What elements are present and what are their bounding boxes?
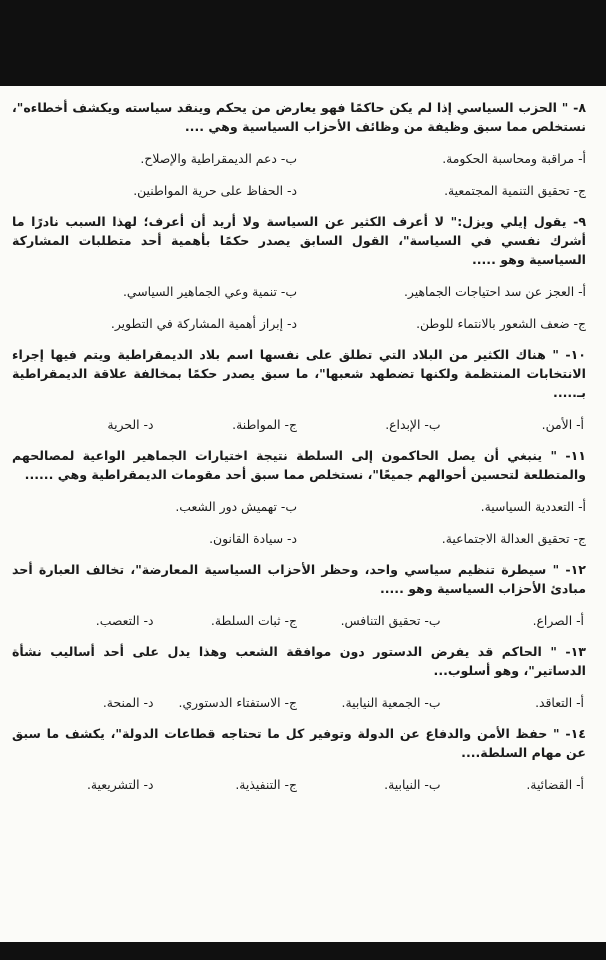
option-d: د- التعصب. — [95, 613, 154, 628]
question-11-options — [12, 498, 586, 548]
question-14-options — [12, 776, 586, 794]
question-8: ٨- " الحزب السياسي إذا لم يكن حاكمًا فهو يعارض من يحكم وينقد سياسته ويكشف أخطاءه"، نستخلص مما سبق وظيفة من وظائف الأحزاب السياسية وهي .... — [12, 100, 586, 134]
top-dark-border — [0, 0, 606, 86]
option-b: ب- دعم الديمقراطية والإصلاح. — [140, 151, 297, 166]
question-12-options — [12, 612, 586, 630]
option-b: ب- النيابية. — [384, 777, 441, 792]
option-d: د- سيادة القانون. — [209, 531, 297, 546]
option-c: ج- تحقيق التنمية المجتمعية. — [444, 183, 586, 198]
option-b: ب- تحقيق التنافس. — [340, 613, 441, 628]
question-13-options — [12, 694, 586, 712]
option-b: ب- تهميش دور الشعب. — [175, 499, 297, 514]
option-c: ج- المواطنة. — [232, 417, 297, 432]
option-d: د- المنحة. — [102, 695, 154, 710]
option-a: أ- العجز عن سد احتياجات الجماهير. — [403, 284, 586, 299]
question-13: ١٣- " الحاكم قد يفرض الدستور دون موافقة الشعب وهذا يدل على أحد أساليب نشأة الدساتير"، وهو أسلوب... — [12, 644, 586, 678]
question-11: ١١- " ينبغي أن يصل الحاكمون إلى السلطة نتيجة اختيارات الجماهير الواعية لمصالحهم والمتطلعة لتحسين أحوالهم جميعًا"، نستخلص مما سبق أحد مقومات الديمقراطية وهي ...... — [12, 448, 586, 482]
option-b: ب- تنمية وعي الجماهير السياسي. — [122, 284, 297, 299]
question-10: ١٠- " هناك الكثير من البلاد التي تطلق على نفسها اسم بلاد الديمقراطية ويتم فيها إجراء الانتخابات المنتظمة ولكنها تضطهد شعبها"، ما سبق يصدر حكمًا بمخالفة علاقة الديمقراطية بـ..... — [12, 347, 586, 400]
option-c: ج- التنفيذية. — [235, 777, 297, 792]
option-d: د- التشريعية. — [86, 777, 154, 792]
option-a: أ- التعددية السياسية. — [480, 499, 586, 514]
option-b: ب- الإبداع. — [385, 417, 441, 432]
option-a: أ- القضائية. — [526, 777, 584, 792]
option-c: ج- تحقيق العدالة الاجتماعية. — [441, 531, 586, 546]
question-9-options — [12, 283, 586, 333]
option-a: أ- التعاقد. — [535, 695, 584, 710]
option-c: ج- ثبات السلطة. — [210, 613, 297, 628]
option-a: أ- الصراع. — [532, 613, 584, 628]
question-8-options — [12, 150, 586, 200]
option-a: أ- مراقبة ومحاسبة الحكومة. — [442, 151, 586, 166]
question-9: ٩- يقول إيلي ويزل:" لا أعرف الكثير عن السياسة ولا أريد أن أعرف؛ لهذا السبب نادرًا ما أشرك نفسي في السياسة"، القول السابق يصدر حكمًا بأهمية أحد متطلبات المشاركة السياسية وهو ..... — [12, 214, 586, 267]
option-c: ج- ضعف الشعور بالانتماء للوطن. — [416, 316, 586, 331]
question-10-options — [12, 416, 586, 434]
option-d: د- إبراز أهمية المشاركة في التطوير. — [110, 316, 297, 331]
option-d: د- الحرية — [107, 417, 154, 432]
question-12: ١٢- " سيطرة تنظيم سياسي واحد، وحظر الأحزاب السياسية المعارضة"، تخالف العبارة أحد مبادئ الأحزاب السياسية وهو ..... — [12, 562, 586, 596]
option-c: ج- الاستفتاء الدستوري. — [178, 695, 297, 710]
option-a: أ- الأمن. — [541, 417, 584, 432]
option-d: د- الحفاظ على حرية المواطنين. — [133, 183, 297, 198]
exam-page — [0, 86, 606, 942]
question-14: ١٤- " حفظ الأمن والدفاع عن الدولة وتوفير كل ما تحتاجه قطاعات الدولة"، يكشف ما سبق عن مهام السلطة.... — [12, 726, 586, 760]
option-b: ب- الجمعية النيابية. — [341, 695, 441, 710]
bottom-dark-border — [0, 942, 606, 960]
